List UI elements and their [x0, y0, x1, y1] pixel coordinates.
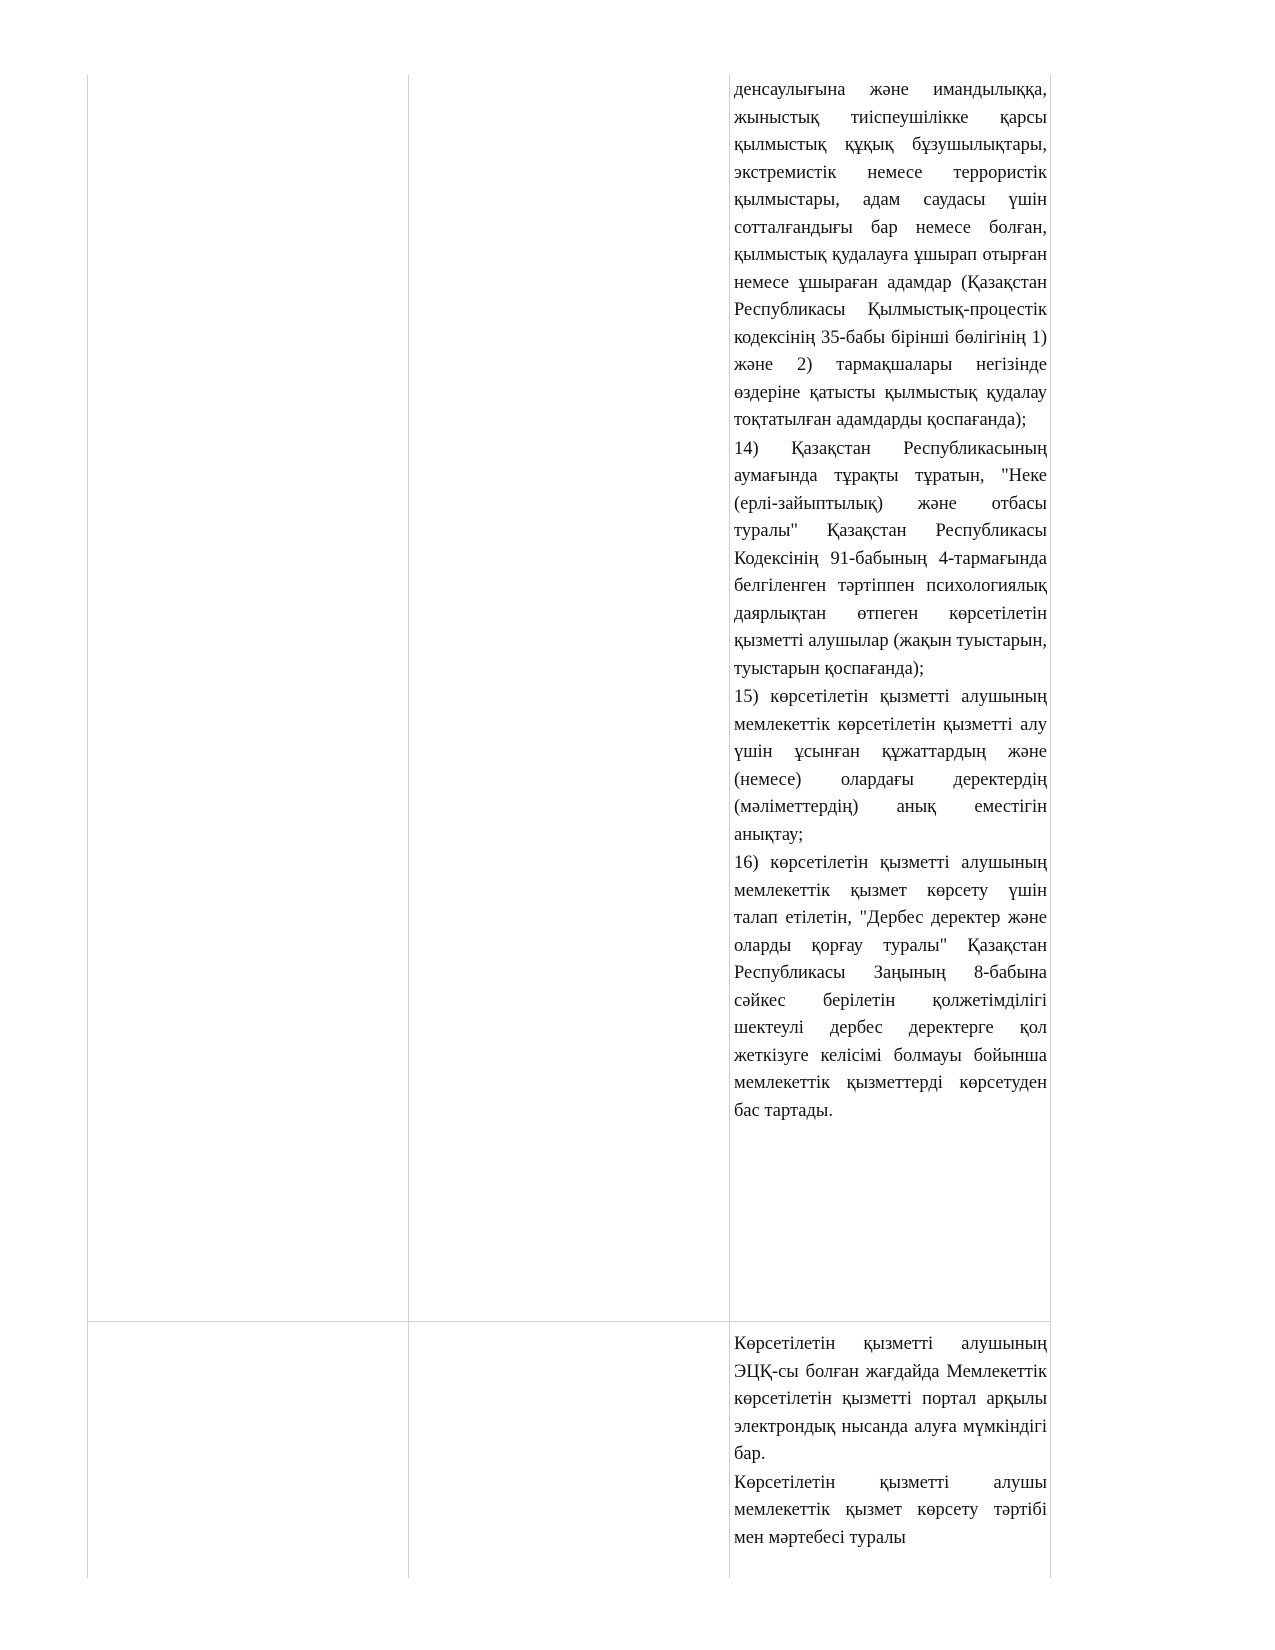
table-cell-col3: [730, 1322, 1051, 1579]
table-row: [88, 75, 1051, 1322]
paragraph-item-14: 14) Қазақстан Республикасының аумағында тұрақты тұратын, "Неке (ерлі-зайыптылық) және отбасы туралы" Қазақстан Республикасы Кодексінің 91-бабының 4-тармағында белгіленген тәртіппен психологиялық даярлықтан өтпеген көрсетілетін қызметті алушылар (жақын туыстарын, туыстарын қоспағанда);: [734, 438, 1047, 679]
table-cell-col3: [730, 75, 1051, 1322]
paragraph-item-15: 15) көрсетілетін қызметті алушының мемлекеттік көрсетілетін қызметті алу үшін ұсынған құжаттардың және (немесе) олардағы деректердің (мәліметтердің) анық еместігін анықтау;: [734, 687, 1047, 845]
document-table: [87, 75, 1051, 1578]
table-cell-col1: [88, 1322, 409, 1579]
table-row: [88, 1322, 1051, 1579]
paragraph-refusal-grounds-continued: денсаулығына және имандылыққа, жыныстық тиіспеушілікке қарсы қылмыстық құқық бұзушылықтары, экстремистік немесе террористік қылмыстары, адам саудасы үшін сотталғандығы бар немесе болған, қылмыстық қудалауға ұшырап отырған немесе ұшыраған адамдар (Қазақстан Республикасы Қылмыстық-процестік кодексінің 35-бабы бірінші бөлігінің 1) және 2) тармақшалары негізінде өздеріне қатысты қылмыстық қудалау тоқтатылған адамдарды қоспағанда);: [734, 80, 1047, 430]
table-cell-col1: [88, 75, 409, 1322]
paragraph-electronic-service: Көрсетілетін қызметті алушының ЭЦҚ-сы болған жағдайда Мемлекеттік көрсетілетін қызметті портал арқылы электрондық нысанда алуға мүмкіндігі бар.: [734, 1334, 1047, 1464]
table-cell-col2: [409, 75, 730, 1322]
table-cell-col2: [409, 1322, 730, 1579]
paragraph-item-16: 16) көрсетілетін қызметті алушының мемлекеттік қызмет көрсету үшін талап етілетін, "Дербес деректер және оларды қорғау туралы" Қазақстан Республикасы Заңының 8-бабына сәйкес берілетін қолжетімділігі шектеулі дербес деректерге қол жеткізуге келісімі болмауы бойынша мемлекеттік қызметтерді көрсетуден бас тартады.: [734, 853, 1047, 1121]
paragraph-service-status-info: Көрсетілетін қызметті алушы мемлекеттік қызмет көрсету тәртібі мен мәртебесі туралы: [734, 1472, 1047, 1548]
